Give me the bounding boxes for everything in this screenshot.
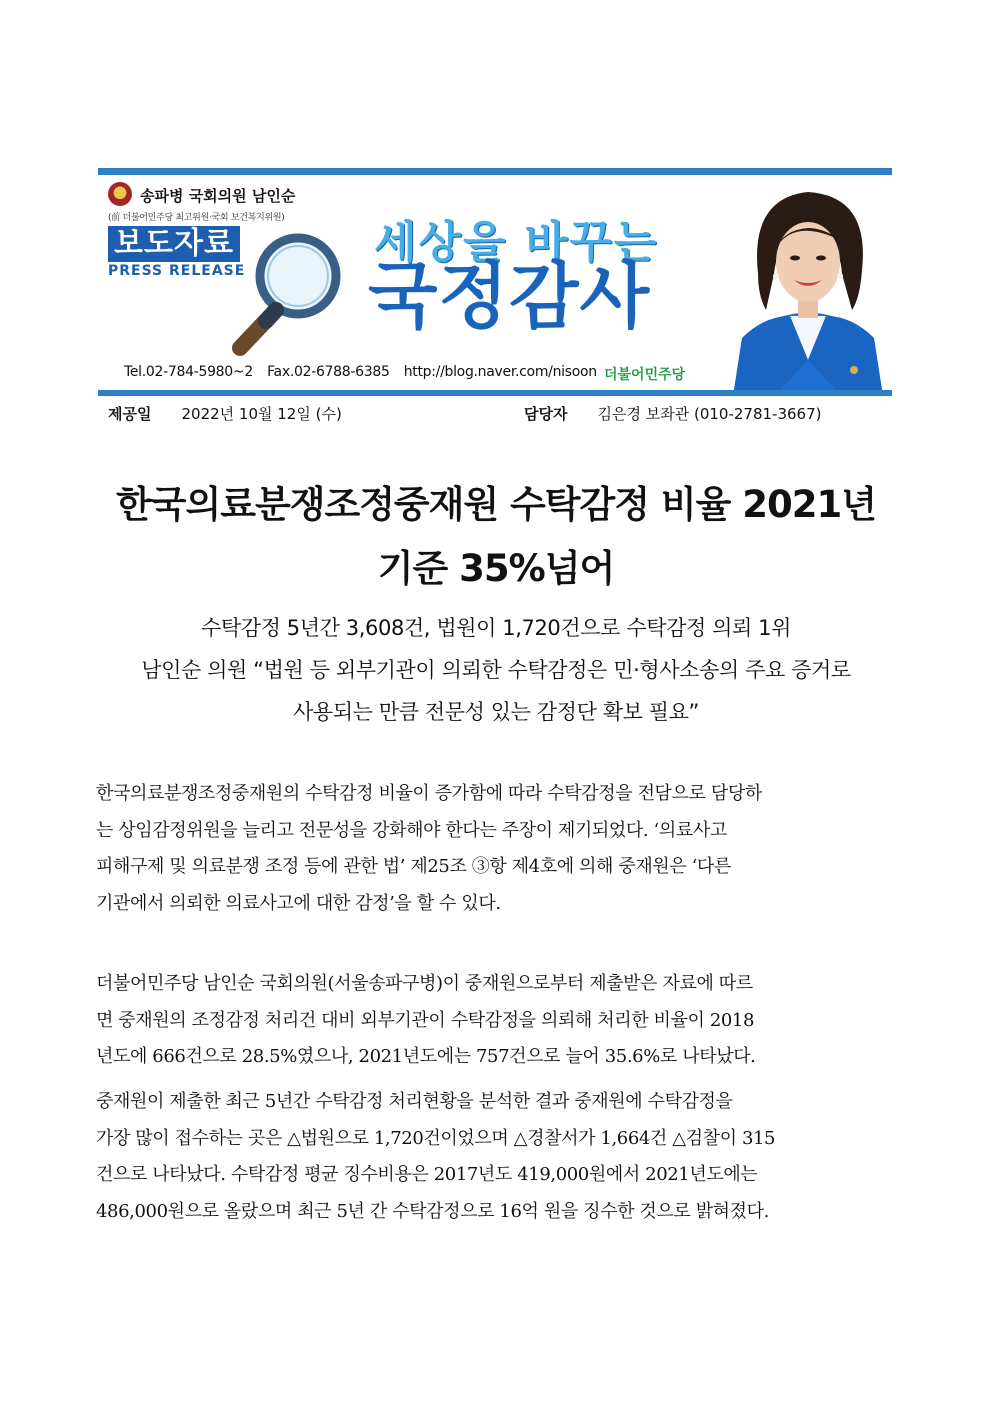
banner-bottom-bar bbox=[98, 390, 892, 396]
subheadline-line3: 사용되는 만큼 전문성 있는 감정단 확보 필요” bbox=[292, 700, 700, 724]
mp-subtitle: (前 더불어민주당 최고위원·국회 보건복지위원) bbox=[108, 213, 285, 223]
body-line: 피해구제 및 의료분쟁 조정 등에 관한 법’ 제25조 ③항 제4호에 의해 중재원은 ‘다른 bbox=[96, 856, 731, 877]
contact-person-value: 김은경 보좌관 (010-2781-3667) bbox=[597, 405, 822, 423]
mp-portrait-photo bbox=[724, 178, 892, 390]
body-line: 년도에 666건으로 28.5%였으나, 2021년도에는 757건으로 늘어 35.6%로 나타났다. bbox=[96, 1046, 756, 1067]
contact-info bbox=[124, 364, 607, 380]
magnifier-icon bbox=[226, 226, 346, 356]
body-line: 기관에서 의뢰한 의료사고에 대한 감정’을 할 수 있다. bbox=[96, 892, 501, 914]
contact-person bbox=[524, 403, 821, 424]
subheadline-line1: 수탁감정 5년간 3,608건, 법원이 1,720건으로 수탁감정 의뢰 1위 bbox=[200, 616, 792, 640]
body-line: 한국의료분쟁조정중재원의 수탁감정 비율이 증가함에 따라 수탁감정을 전담으로 담당하 bbox=[96, 783, 762, 804]
tel-number: Tel.02-784-5980~2 bbox=[124, 364, 253, 380]
press-release-banner bbox=[98, 168, 892, 396]
body-line: 는 상임감정위원을 늘리고 전문성을 강화해야 한다는 주장이 제기되었다. ‘의료사고 bbox=[96, 819, 727, 841]
headline-line2: 기준 35%넘어 bbox=[377, 547, 615, 590]
body-paragraph-3 bbox=[96, 1084, 896, 1230]
party-logo: 더불어민주당 bbox=[604, 367, 686, 383]
slogan-line2: 국정감사 bbox=[368, 254, 651, 338]
press-release-label-en: PRESS RELEASE bbox=[108, 263, 246, 279]
contact-person-label: 담당자 bbox=[524, 405, 568, 423]
assembly-seal-icon bbox=[108, 182, 132, 206]
release-date-value: 2022년 10월 12일 (수) bbox=[181, 405, 342, 423]
body-line: 486,000원으로 올랐으며 최근 5년 간 수탁감정으로 16억 원을 징수한 것으로 밝혀졌다. bbox=[96, 1200, 769, 1222]
headline-line1: 한국의료분쟁조정중재원 수탁감정 비율 2021년 bbox=[116, 483, 876, 526]
subheadline-line2: 남인순 의원 “법원 등 외부기관이 의뢰한 수탁감정은 민·형사소송의 주요 증거로 bbox=[141, 658, 851, 682]
body-line: 가장 많이 접수하는 곳은 △법원으로 1,720건이었으며 △경찰서가 1,664건 △검찰이 315 bbox=[96, 1127, 776, 1149]
banner-top-bar bbox=[98, 168, 892, 175]
fax-number: Fax.02-6788-6385 bbox=[267, 364, 390, 380]
release-date bbox=[108, 403, 342, 424]
body-paragraph-2 bbox=[96, 966, 896, 1076]
release-date-label: 제공일 bbox=[108, 405, 152, 423]
blog-url: http://blog.naver.com/nisoon bbox=[403, 364, 597, 380]
body-line: 면 중재원의 조정감정 처리건 대비 외부기관이 수탁감정을 의뢰해 처리한 비율이 2018 bbox=[96, 1009, 755, 1031]
body-line: 건으로 나타났다. 수탁감정 평균 징수비용은 2017년도 419,000원에서 2021년도에는 bbox=[96, 1164, 758, 1185]
body-line: 중재원이 제출한 최근 5년간 수탁감정 처리현황을 분석한 결과 중재원에 수탁감정을 bbox=[96, 1091, 733, 1112]
mp-name: 송파병 국회의원 남인순 bbox=[140, 187, 296, 205]
body-paragraph-1 bbox=[96, 776, 896, 922]
slogan-line1: 세상을 바꾸는 bbox=[374, 217, 659, 268]
body-line: 더불어민주당 남인순 국회의원(서울송파구병)이 중재원으로부터 제출받은 자료에 따르 bbox=[96, 973, 753, 994]
press-release-label-ko: 보도자료 bbox=[108, 226, 240, 262]
